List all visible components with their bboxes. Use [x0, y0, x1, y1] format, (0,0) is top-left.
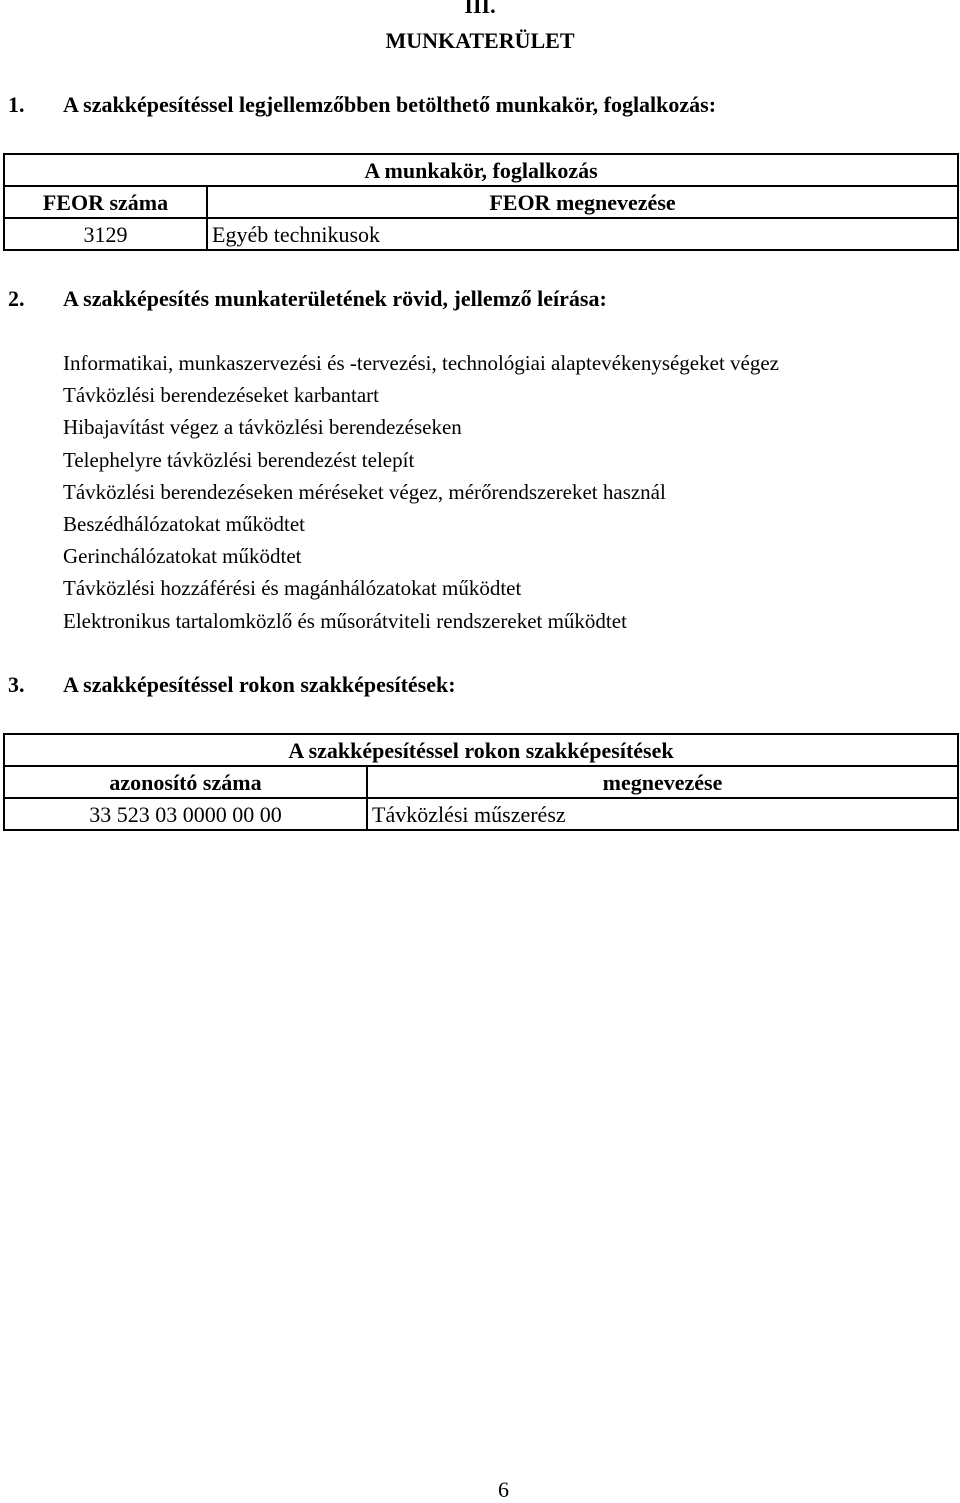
- section1-number: 1.: [8, 92, 25, 117]
- chapter-title: MUNKATERÜLET: [385, 28, 575, 53]
- qualification-id-header: azonosító száma: [4, 766, 367, 798]
- list-item: Beszédhálózatokat működtet: [63, 511, 306, 536]
- list-item: Elektronikus tartalomközlő és műsorátviteli rendszereket működtet: [63, 608, 627, 633]
- section3-number: 3.: [8, 672, 25, 697]
- feor-number-header: FEOR száma: [4, 186, 207, 218]
- section1-heading: A szakképesítéssel legjellemzőbben betölthető munkakör, foglalkozás:: [63, 92, 717, 117]
- feor-name-header: FEOR megnevezése: [207, 186, 958, 218]
- qualification-name-cell: Távközlési műszerész: [367, 798, 958, 830]
- list-item: Távközlési berendezéseket karbantart: [63, 383, 379, 408]
- chapter-number: III.: [464, 0, 496, 18]
- list-item: Telephelyre távközlési berendezést telepít: [63, 447, 415, 472]
- feor-table-group-header: A munkakör, foglalkozás: [4, 154, 958, 186]
- table-row: [4, 798, 958, 830]
- feor-name-cell: Egyéb technikusok: [207, 218, 958, 250]
- job-description-list: [63, 347, 779, 637]
- section2-heading: A szakképesítés munkaterületének rövid, jellemző leírása:: [63, 286, 607, 311]
- list-item: Gerinchálózatokat működtet: [63, 544, 302, 569]
- section2-number: 2.: [8, 286, 25, 311]
- page-number: 6: [498, 1477, 509, 1502]
- list-item: Hibajavítást végez a távközlési berendezéseken: [63, 415, 462, 440]
- list-item: Távközlési hozzáférési és magánhálózatokat működtet: [63, 576, 522, 601]
- related-table-group-header: A szakképesítéssel rokon szakképesítések: [4, 734, 958, 766]
- feor-number-cell: 3129: [4, 218, 207, 250]
- related-qualifications-table: [3, 733, 959, 831]
- feor-table: [3, 153, 959, 251]
- list-item: Távközlési berendezéseken méréseket végez, mérőrendszereket használ: [63, 479, 666, 504]
- qualification-id-cell: 33 523 03 0000 00 00: [4, 798, 367, 830]
- list-item: Informatikai, munkaszervezési és -tervezési, technológiai alaptevékenységeket végez: [63, 351, 779, 375]
- qualification-name-header: megnevezése: [367, 766, 958, 798]
- section3-heading: A szakképesítéssel rokon szakképesítések:: [63, 672, 456, 697]
- table-row: [4, 218, 958, 250]
